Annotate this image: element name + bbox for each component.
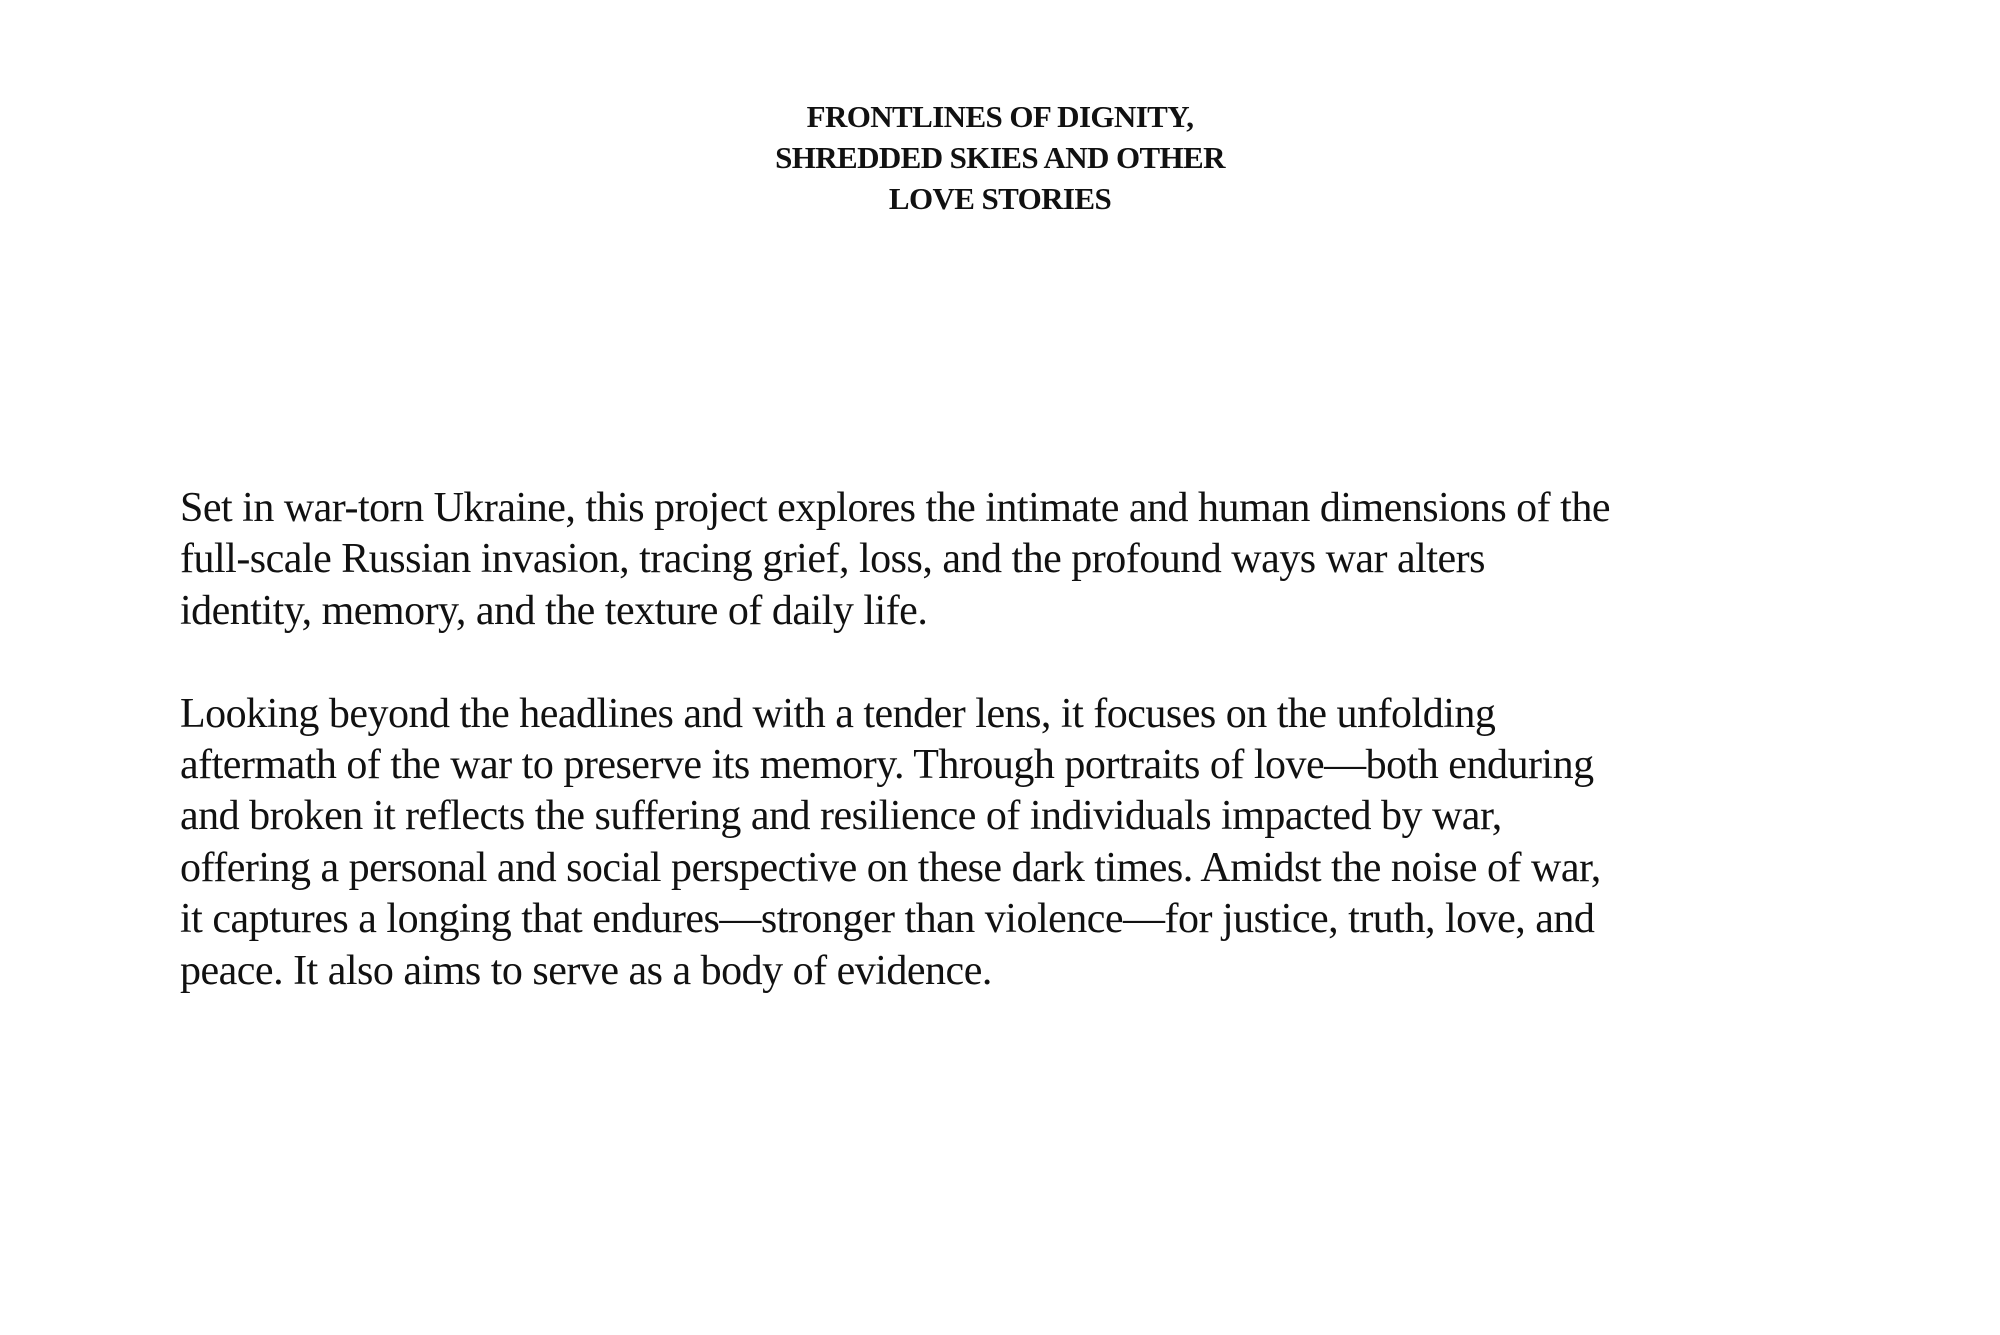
document-title bbox=[0, 96, 2000, 219]
paragraph-line: Looking beyond the headlines and with a tender lens, it focuses on the unfolding bbox=[180, 690, 1496, 737]
paragraph-line: aftermath of the war to preserve its memory. Through portraits of love—both enduring bbox=[180, 742, 1594, 789]
paragraph-description bbox=[180, 689, 1860, 997]
paragraph-line: Set in war-torn Ukraine, this project explores the intimate and human dimensions of the bbox=[180, 485, 1610, 531]
paragraph-line: offering a personal and social perspective on these dark times. Amidst the noise of war, bbox=[180, 844, 1601, 891]
paragraph-line: peace. It also aims to serve as a body of evidence. bbox=[180, 947, 992, 994]
paragraph-intro bbox=[180, 483, 1860, 637]
paragraph-line: identity, memory, and the texture of daily life. bbox=[180, 587, 928, 634]
title-line: SHREDDED SKIES AND OTHER bbox=[775, 140, 1225, 175]
paragraph-line: it captures a longing that endures—stronger than violence—for justice, truth, love, and bbox=[180, 896, 1595, 943]
paragraph-line: and broken it reflects the suffering and resilience of individuals impacted by war, bbox=[180, 793, 1502, 840]
title-line: FRONTLINES OF DIGNITY, bbox=[806, 99, 1194, 134]
title-line: LOVE STORIES bbox=[888, 181, 1112, 216]
document-body bbox=[180, 483, 1860, 997]
paragraph-line: full-scale Russian invasion, tracing grief, loss, and the profound ways war alters bbox=[180, 536, 1485, 583]
